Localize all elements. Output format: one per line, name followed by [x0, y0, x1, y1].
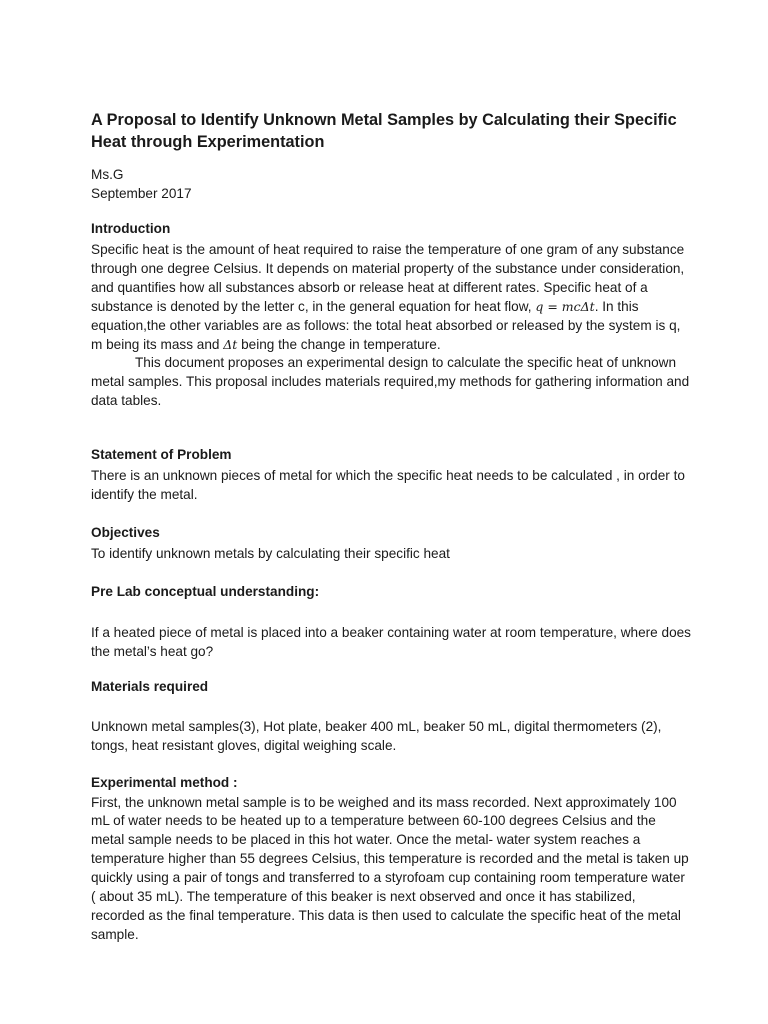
intro-text-b: . In this equation,the other variables are as follows: the total heat absorbed or released by the system is q, m being its mass and — [91, 298, 681, 352]
method-text: First, the unknown metal sample is to be weighed and its mass recorded. Next approximately 100 mL of water needs to be heated up to a temperature between 60-100 degrees Celsius and the metal sample needs to be placed in this hot water. Once the metal- water system reaches a temperature higher than 55 degrees Celsius, this temperature is recorded and the metal is taken up quickly using a pair of tongs and transferred to a styrofoam cup containing room temperature water ( about 35 mL). The temperature of this beaker is next observed and once it has stabilized, recorded as the final temperature. This data is then used to calculate the specific heat of the metal sample. — [91, 794, 689, 942]
intro-text-c: being the change in temperature. — [241, 336, 441, 352]
document-title: A Proposal to Identify Unknown Metal Samples by Calculating their Specific Heat through Experimentation — [91, 111, 677, 151]
materials-text: Unknown metal samples(3), Hot plate, beaker 400 mL, beaker 50 mL, digital thermometers (2), tongs, heat resistant gloves, digital weighing scale. — [91, 718, 662, 753]
objectives-heading: Objectives — [91, 524, 160, 540]
problem-text: There is an unknown pieces of metal for which the specific heat needs to be calculated , in order to identify the metal. — [91, 468, 685, 503]
date: September 2017 — [91, 185, 192, 201]
objectives-text: To identify unknown metals by calculating their specific heat — [91, 545, 450, 561]
document-page — [91, 109, 691, 945]
author: Ms.G — [91, 167, 124, 182]
document-meta — [91, 166, 691, 203]
problem-heading: Statement of Problem — [91, 447, 232, 463]
introduction-paragraph-2: This document proposes an experimental design to calculate the specific heat of unknown metal samples. This proposal includes materials required,my methods for gathering information and data tables. — [91, 355, 690, 409]
introduction-paragraph — [91, 241, 691, 354]
introduction-heading: Introduction — [91, 221, 171, 236]
materials-heading: Materials required — [91, 678, 209, 694]
method-heading: Experimental method : — [91, 774, 238, 790]
prelab-text: If a heated piece of metal is placed into a beaker containing water at room temperature, where does the metal’s heat go? — [91, 624, 691, 659]
delta-t-symbol: Δt — [223, 336, 238, 352]
heat-equation: q = mcΔt — [535, 298, 595, 314]
intro-text-a: Specific heat is the amount of heat required to raise the temperature of one gram of any substance through one degree Celsius. It depends on material property of the substance under consideration, and quantifies how all substances absorb or release heat at different rates. Specific heat of a substance is denoted by the letter c, in the general equation for heat flow, — [91, 242, 685, 314]
prelab-heading: Pre Lab conceptual understanding: — [91, 583, 320, 599]
